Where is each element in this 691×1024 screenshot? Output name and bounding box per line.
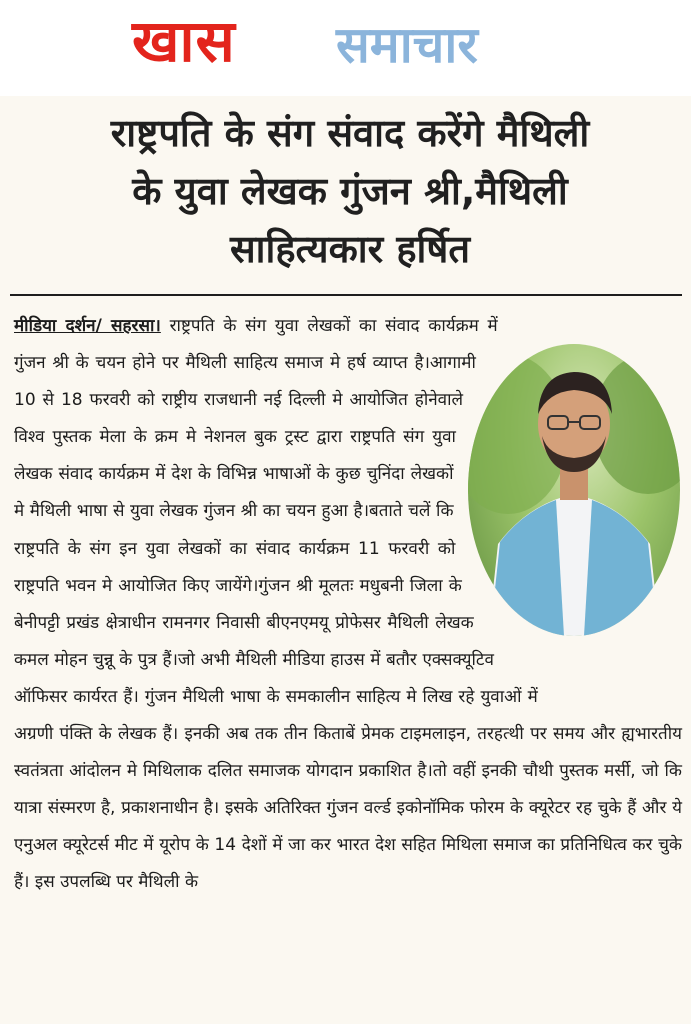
headline <box>30 104 670 278</box>
portrait-photo-icon <box>468 344 680 636</box>
article-text: राष्ट्रपति के संग युवा लेखकों का संवाद कार्यक्रम में गुंजन श्री के चयन होने पर मैथिली साहित्य समाज मे हर्ष व्याप्त है।आगामी 10 से 18 फरवरी को राष्ट्रीय राजधानी नई दिल्ली मे आयोजित होनेवाले विश्व पुस्तक मेला के क्रम मे नेशनल बुक ट्रस्ट द्वारा राष्ट्रपति संग युवा लेखक संवाद कार्यक्रम में देश के विभिन्न भाषाओं के कुछ चुनिंदा लेखकों मे मैथिली भाषा से युवा लेखक गुंजन श्री का चयन हुआ है।बताते चलें कि राष्ट्रपति के संग इन युवा लेखकों का संवाद कार्यक्रम 11 फरवरी को राष्ट्रपति भवन मे आयोजित किए जायेंगे।गुंजन श्री मूलतः मधुबनी जिला के बेनीपट्टी प्रखंड क्षेत्राधीन रामनगर निवासी बीएनएमयू प्रोफेसर मैथिली लेखक कमल मोहन चुन्नू के पुत्र हैं।जो अभी मैथिली मीडिया हाउस में बतौर एक्सक्यूटिव ऑफिसर कार्यरत हैं। गुंजन मैथिली भाषा के समकालीन साहित्य मे लिख रहे युवाओं में अग्रणी पंक्ति के लेखक हैं। इनकी अब तक तीन किताबें प्रेमक टाइमलाइन, तरहत्थी पर समय और ह्यभारतीय स्वतंत्रता आंदोलन मे मिथिलाक दलित समाजक योगदान प्रकाशित है।तो वहीं इनकी चौथी पुस्तक मर्सी, जो कि यात्रा संस्मरण है, प्रकाशनाधीन है। इसके अतिरिक्त गुंजन वर्ल्ड इकोनॉमिक फोरम के क्यूरेटर रह चुके हैं और ये एनुअल क्यूरेटर्स मीट में यूरोप के 14 देशों में जा कर भारत देश सहित मिथिला समाज का प्रतिनिधित्व कर चुके हैं। इस उपलब्धि पर मैथिली के <box>14 316 682 893</box>
headline-line-2: के युवा लेखक गुंजन श्री,मैथिली <box>132 169 568 213</box>
masthead-samachar: समाचार <box>336 16 478 74</box>
headline-divider <box>10 294 682 296</box>
headline-line-1: राष्ट्रपति के संग संवाद करेंगे मैथिली <box>110 111 590 155</box>
masthead-khas: खास <box>132 7 236 75</box>
headline-line-3: साहित्यकार हर्षित <box>229 227 471 271</box>
article-body <box>14 308 682 902</box>
masthead <box>0 0 691 96</box>
dateline: मीडिया दर्शन/ सहरसा। <box>14 316 161 336</box>
portrait-illustration <box>468 344 680 636</box>
photo-frame <box>454 338 690 684</box>
